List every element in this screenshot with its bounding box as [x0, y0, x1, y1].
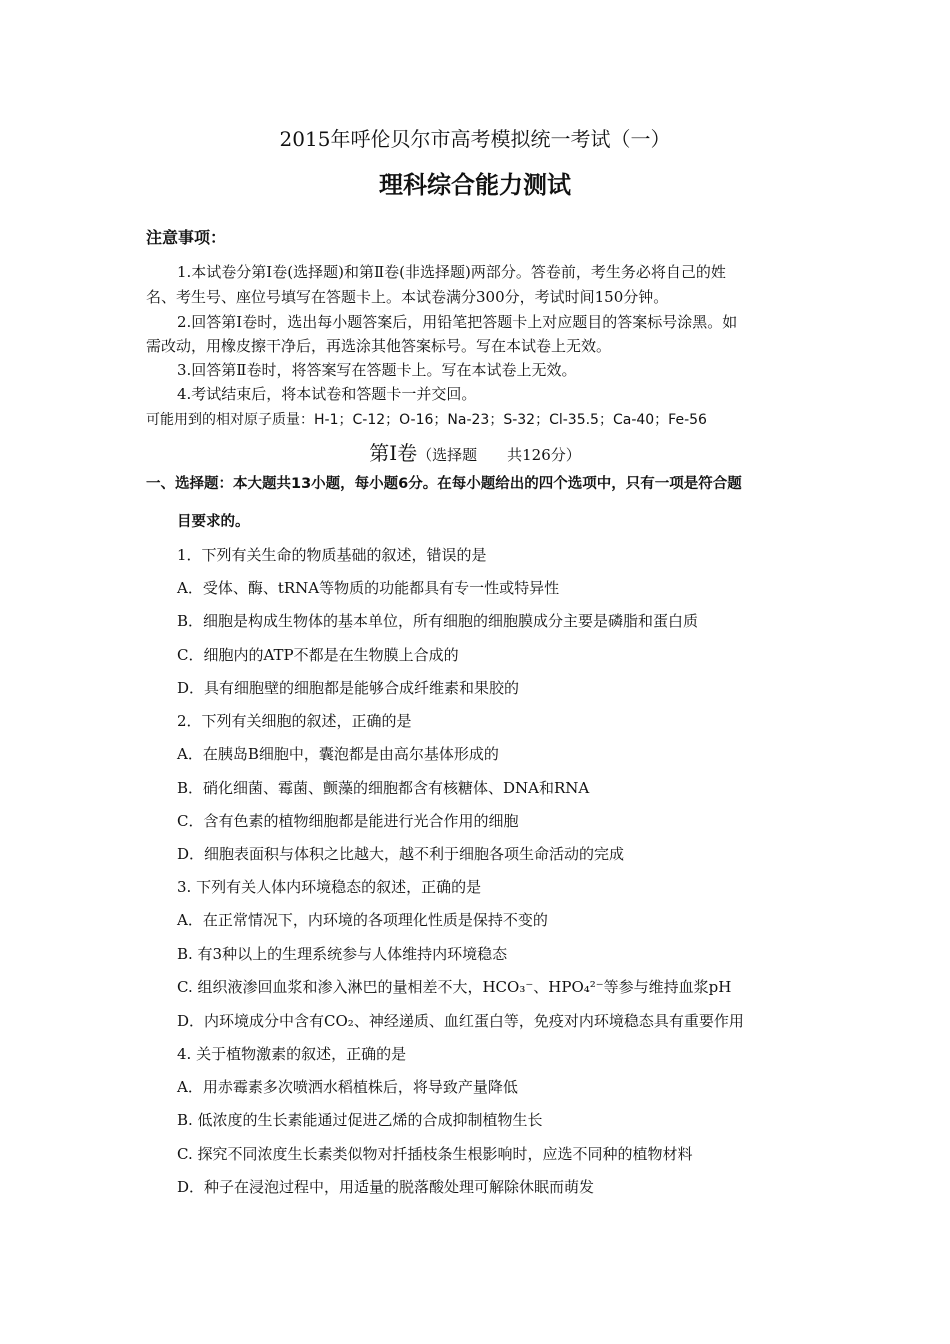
section-heading: 一、选择题：本大题共13小题，每小题6分。在每小题给出的四个选项中，只有一项是符合题	[146, 476, 742, 492]
question-option: B．硝化细菌、霉菌、颤藻的细胞都含有核糖体、DNA和RNA	[177, 779, 590, 797]
notice-line: 需改动，用橡皮擦干净后，再选涂其他答案标号。写在本试卷上无效。	[146, 337, 612, 355]
exam-title: 2015年呼伦贝尔市高考模拟统一考试（一）	[279, 127, 671, 151]
question-stem: 2．下列有关细胞的叙述，正确的是	[177, 712, 412, 730]
question-option: C．含有色素的植物细胞都是能进行光合作用的细胞	[177, 812, 519, 830]
question-option: D．细胞表面积与体积之比越大，越不利于细胞各项生命活动的完成	[177, 845, 625, 863]
question-option: A．在胰岛B细胞中，囊泡都是由高尔基体形成的	[177, 745, 499, 763]
question-option: D．具有细胞壁的细胞都是能够合成纤维素和果胶的	[177, 679, 520, 697]
question-option: A．在正常情况下，内环境的各项理化性质是保持不变的	[177, 911, 548, 929]
question-option: A．用赤霉素多次喷洒水稻植株后，将导致产量降低	[177, 1078, 518, 1096]
volume-note: （选择题 共126分）	[417, 446, 581, 464]
volume-name: 第Ⅰ卷	[369, 441, 418, 465]
notice-line: 2.回答第Ⅰ卷时，选出每小题答案后，用铅笔把答题卡上对应题目的答案标号涂黑。如	[177, 313, 738, 331]
question-option: A．受体、酶、tRNA等物质的功能都具有专一性或特异性	[177, 579, 560, 597]
volume-heading	[0, 437, 950, 466]
notice-line: 4.考试结束后，将本试卷和答题卡一并交回。	[177, 385, 477, 403]
question-option: C．细胞内的ATP不都是在生物膜上合成的	[177, 646, 459, 664]
question-option: C. 组织液渗回血浆和渗入淋巴的量相差不大，HCO₃⁻、HPO₄²⁻等参与维持血浆pH	[177, 978, 732, 996]
question-option: C. 探究不同浓度生长素类似物对扦插枝条生根影响时，应选不同种的植物材料	[177, 1145, 693, 1163]
question-option: B. 有3种以上的生理系统参与人体维持内环境稳态	[177, 945, 508, 963]
question-option: B．细胞是构成生物体的基本单位，所有细胞的细胞膜成分主要是磷脂和蛋白质	[177, 612, 699, 630]
question-option: B. 低浓度的生长素能通过促进乙烯的合成抑制植物生长	[177, 1111, 543, 1129]
atomic-masses: 可能用到的相对原子质量：H-1；C-12；O-16；Na-23；S-32；Cl-35.5；Ca-40；Fe-56	[146, 412, 707, 428]
notice-line: 名、考生号、座位号填写在答题卡上。本试卷满分300分，考试时间150分钟。	[146, 288, 669, 306]
section-heading-cont: 目要求的。	[177, 514, 250, 530]
question-stem: 3. 下列有关人体内环境稳态的叙述，正确的是	[177, 878, 482, 896]
notice-heading: 注意事项：	[146, 228, 227, 247]
subject-title: 理科综合能力测试	[379, 171, 571, 199]
question-option: D．内环境成分中含有CO₂、神经递质、血红蛋白等，免疫对内环境稳态具有重要作用	[177, 1012, 744, 1030]
question-option: D．种子在浸泡过程中，用适量的脱落酸处理可解除休眠而萌发	[177, 1178, 595, 1196]
notice-line: 3.回答第Ⅱ卷时，将答案写在答题卡上。写在本试卷上无效。	[177, 361, 577, 379]
notice-line: 1.本试卷分第Ⅰ卷(选择题)和第Ⅱ卷(非选择题)两部分。答卷前，考生务必将自己的姓	[177, 263, 726, 281]
question-stem: 1．下列有关生命的物质基础的叙述，错误的是	[177, 546, 487, 564]
question-stem: 4. 关于植物激素的叙述，正确的是	[177, 1045, 407, 1063]
